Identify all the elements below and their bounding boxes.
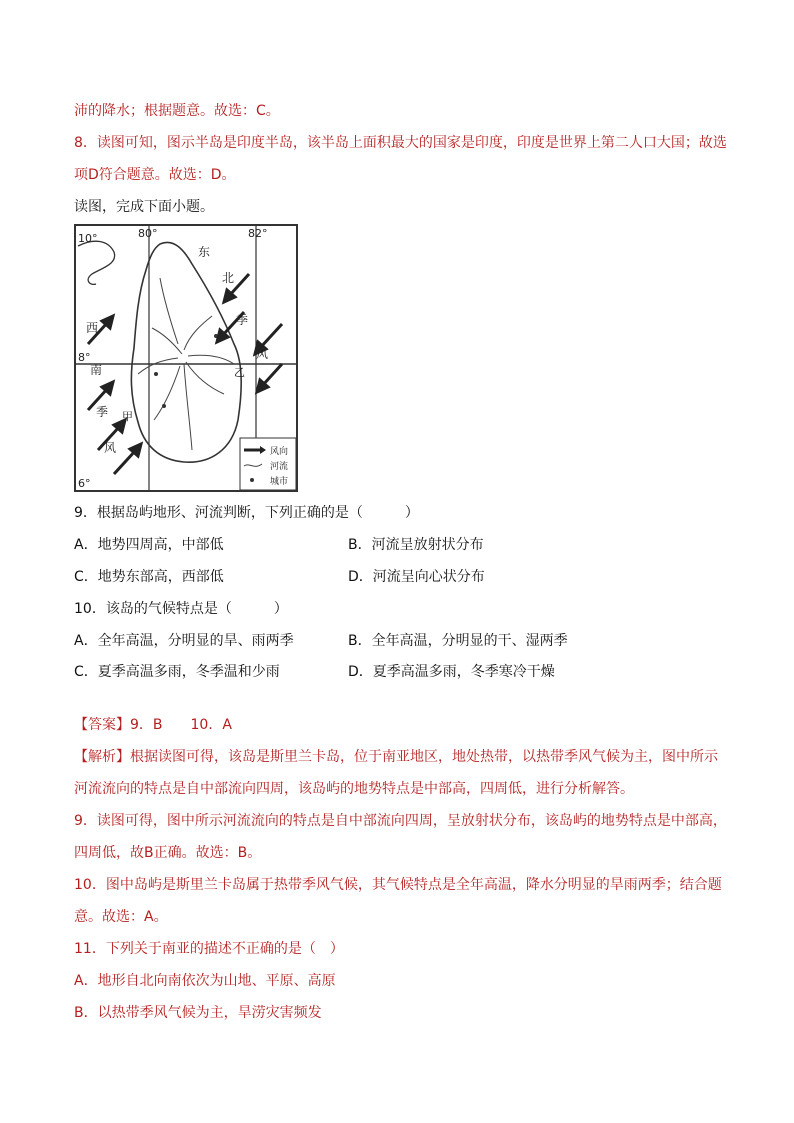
q11-option-a: A．地形自北向南依次为山地、平原、高原 [74, 973, 336, 989]
q8-explanation-line1: 8．读图可知，图示半岛是印度半岛，该半岛上面积最大的国家是印度，印度是世界上第二人口大国；故选 [74, 135, 727, 151]
map-label-dong: 东 [198, 245, 211, 259]
map-label-bei: 北 [222, 271, 235, 285]
map-label-ji2: 季 [96, 405, 109, 419]
map-label-nan: 南 [90, 363, 103, 377]
lon-80-label: 80° [138, 227, 158, 240]
lon-82-label: 82° [248, 227, 268, 240]
map-label-feng: 风 [256, 347, 269, 361]
q11-option-b: B．以热带季风气候为主，旱涝灾害频发 [74, 1005, 322, 1021]
lat-6-label: 6° [78, 477, 91, 490]
map-label-ji: 季 [236, 313, 249, 327]
analysis-tag: 【解析】 [74, 749, 130, 765]
q9-option-c: C．地势东部高，西部低 [74, 569, 224, 585]
q10-option-a: A．全年高温，分明显的旱、雨两季 [74, 633, 294, 649]
q11-stem: 11．下列关于南亚的描述不正确的是（ ） [74, 941, 344, 957]
lat-10-label: 10° [78, 232, 98, 245]
analysis-q9-line1: 9．读图可得，图中所示河流流向的特点是自中部流向四周，呈放射状分布，该岛屿的地势特点是中部高， [74, 813, 727, 829]
lat-8-label: 8° [78, 351, 91, 364]
map-label-jia: 甲 [122, 410, 133, 423]
q10-option-d: D．夏季高温多雨，冬季寒冷干燥 [348, 664, 555, 680]
analysis-q10-line1: 10．图中岛屿是斯里兰卡岛属于热带季风气候，其气候特点是全年高温，降水分明显的旱雨两季；结合题 [74, 877, 722, 893]
sri-lanka-map [74, 224, 298, 492]
q10-option-c: C．夏季高温多雨，冬季温和少雨 [74, 664, 280, 680]
map-label-yi: 乙 [234, 366, 245, 379]
city-marker [154, 372, 158, 376]
answer-text: 9．B 10．A [130, 717, 232, 733]
legend-city-label: 城市 [270, 477, 289, 487]
legend-wind-label: 风向 [270, 447, 289, 457]
map-label-feng2: 风 [104, 441, 117, 455]
q8-explanation-line2: 项D符合题意。故选：D。 [74, 167, 236, 183]
analysis-q9-line2: 四周低，故B正确。故选：B。 [74, 845, 262, 861]
analysis-q10-line2: 意。故选：A。 [74, 909, 168, 925]
map-label-xi: 西 [86, 321, 99, 335]
answer-tag: 【答案】 [74, 717, 130, 733]
analysis-line2: 河流流向的特点是自中部流向四周，该岛屿的地势特点是中部高，四周低，进行分析解答。 [74, 781, 634, 797]
continuation-text: 沛的降水；根据题意。故选：C。 [74, 103, 280, 119]
analysis-line1 [74, 747, 718, 767]
q9-option-d: D．河流呈向心状分布 [348, 569, 485, 585]
q10-option-b: B．全年高温，分明显的干、湿两季 [348, 633, 568, 649]
analysis-text-1: 根据读图可得，该岛是斯里兰卡岛，位于南亚地区，地处热带，以热带季风气候为主，图中所示 [130, 749, 718, 765]
section-intro: 读图，完成下面小题。 [74, 199, 214, 215]
q9-option-b: B．河流呈放射状分布 [348, 537, 484, 553]
q10-stem: 10．该岛的气候特点是（ ） [74, 601, 288, 617]
city-marker [162, 404, 166, 408]
legend-river-label: 河流 [270, 462, 289, 472]
q9-stem: 9．根据岛屿地形、河流判断，下列正确的是（ ） [74, 505, 419, 521]
answer-line [74, 715, 232, 735]
q9-option-a: A．地势四周高，中部低 [74, 537, 224, 553]
